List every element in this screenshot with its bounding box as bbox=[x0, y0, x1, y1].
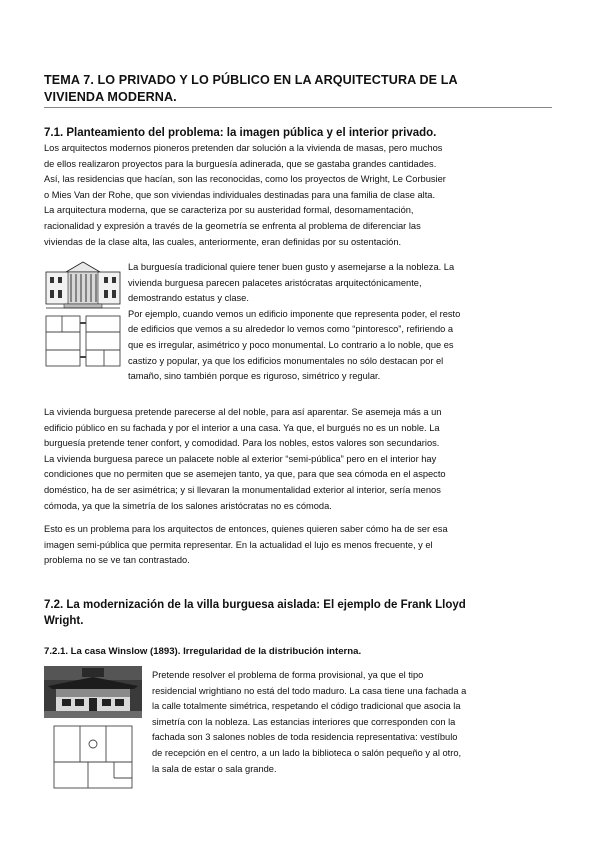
text-line: castizo y popular, ya que los edificios monumentales no sólo destacan por el bbox=[128, 355, 444, 366]
title-line-1: TEMA 7. LO PRIVADO Y LO PÚBLICO EN LA ARQUITECTURA DE LA bbox=[44, 73, 458, 87]
text-line: La vivienda burguesa pretende parecerse al del noble, para así aparentar. Se asemeja más a un bbox=[44, 407, 442, 417]
text-line: edificio público en su fachada y por el interior a una casa. Ya que, el burgués no es un noble. La bbox=[44, 422, 440, 433]
text-line: tamaño, sino también porque es riguroso, simétrico y regular. bbox=[128, 371, 381, 382]
text-line: Pretende resolver el problema de forma provisional, ya que el tipo bbox=[152, 670, 424, 680]
text-line: o Mies Van der Rohe, que son viviendas individuales destinadas para una familia de clase alta. bbox=[44, 189, 436, 200]
section-7-1-beside-image bbox=[128, 260, 460, 385]
heading-line-1: 7.2. La modernización de la villa burguesa aislada: El ejemplo de Frank Lloyd bbox=[44, 599, 466, 611]
text-line: imagen semi-pública que permita representar. En la actualidad el lujo es menos frecuente, y el bbox=[44, 539, 433, 550]
section-7-1-heading: 7.1. Planteamiento del problema: la imagen pública y el interior privado. bbox=[44, 127, 437, 139]
title-line-2: VIVIENDA MODERNA. bbox=[44, 90, 177, 104]
text-line: Así, las residencias que hacían, son las reconocidas, como los proyectos de Wright, Le Corbusier bbox=[44, 174, 446, 185]
text-line: fachada son 3 salones nobles de toda residencia representativa: vestíbulo bbox=[152, 732, 458, 743]
text-line: de recepción en el centro, a un lado la biblioteca o salón pequeño y al otro, bbox=[152, 747, 462, 758]
text-line: de ellos realizaron proyectos para la burguesía adinerada, que se gastaba grandes cantidades. bbox=[44, 158, 437, 169]
heading-line-2: Wright. bbox=[44, 615, 84, 627]
text-line: vivienda burguesa parecen palacetes aristócratas arquitectónicamente, bbox=[128, 277, 422, 288]
winslow-house-image bbox=[44, 666, 142, 793]
title-divider bbox=[44, 107, 552, 108]
text-line: cómoda, ya que la simetría de los salones aristócratas no es cómoda. bbox=[44, 500, 332, 511]
text-line: Los arquitectos modernos pioneros pretenden dar solución a la vivienda de masas, pero muchos bbox=[44, 143, 443, 153]
text-line: residencial wrightiano no está del todo maduro. La casa tiene una fachada a bbox=[152, 685, 467, 696]
text-line: Esto es un problema para los arquitectos de entonces, quienes quieren saber cómo ha de ser esa bbox=[44, 524, 448, 534]
text-line: demostrando estatus y clase. bbox=[128, 293, 249, 304]
document-title bbox=[44, 72, 544, 106]
text-line: la sala de estar o sala grande. bbox=[152, 763, 277, 774]
text-line: burguesía pretende tener confort, y comodidad. Para los nobles, estos valores son secundarios. bbox=[44, 438, 440, 449]
section-7-2-1-subheading: 7.2.1. La casa Winslow (1893). Irregularidad de la distribución interna. bbox=[44, 646, 362, 657]
text-line: viviendas de la clase alta, las cuales, anteriormente, eran definidas por su ostentación. bbox=[44, 236, 402, 247]
text-line: simetría con la nobleza. Las estancias interiores que corresponden con la bbox=[152, 716, 456, 727]
text-line: doméstico, ha de ser asimétrica; y si llevaran la monumentalidad exterior al interior, sería menos bbox=[44, 484, 441, 495]
section-7-1-intro bbox=[44, 141, 446, 250]
palladian-villa-image bbox=[44, 260, 122, 370]
section-7-2-heading bbox=[44, 597, 554, 629]
text-line: racionalidad y expresión a través de la geometría se enfrenta al problema de diferenciar las bbox=[44, 220, 421, 231]
section-7-2-1-text bbox=[152, 668, 466, 777]
text-line: problema no se ve tan contrastado. bbox=[44, 555, 190, 566]
text-line: de edificios que vemos a su alrededor lo vemos como “pintoresco”, refiriendo a bbox=[128, 324, 454, 335]
text-line: condiciones que no permiten que se asemejen tanto, ya que, para que sea cómoda en el aspecto bbox=[44, 469, 446, 480]
text-line: la calle totalmente simétrica, respetando el código tradicional que asocia la bbox=[152, 701, 461, 712]
text-line: que es irregular, asimétrico y poco monumental. Lo contrario a lo noble, que es bbox=[128, 339, 454, 350]
text-line: La arquitectura moderna, que se caracteriza por su austeridad formal, desornamentación, bbox=[44, 205, 414, 216]
section-7-1-closing bbox=[44, 522, 448, 569]
text-line: La vivienda burguesa parece un palacete noble al exterior “semi-pública” pero en el interior hay bbox=[44, 453, 437, 464]
section-7-1-after-image bbox=[44, 405, 446, 514]
text-line: Por ejemplo, cuando vemos un edificio imponente que representa poder, el resto bbox=[128, 308, 461, 319]
text-line: La burguesía tradicional quiere tener buen gusto y asemejarse a la nobleza. La bbox=[128, 262, 455, 272]
